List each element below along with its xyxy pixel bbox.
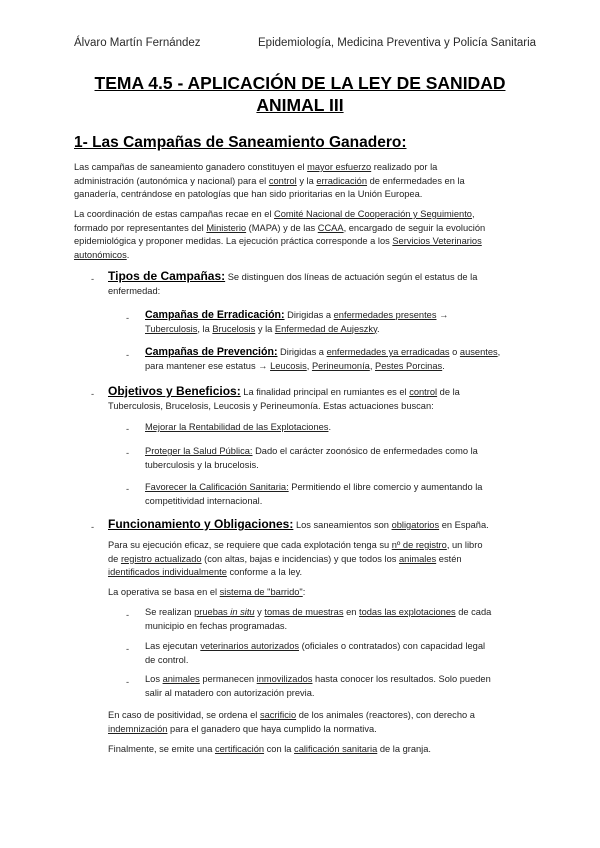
text: En caso de positividad, se ordena el xyxy=(108,710,260,720)
text: tuberculosis y la brucelosis. xyxy=(145,459,259,470)
underlined-term: Servicios Veterinarios xyxy=(392,236,482,247)
barrido-bullet-animales xyxy=(145,673,545,700)
underlined-term: todas las explotaciones xyxy=(359,607,456,617)
text: con la xyxy=(264,744,295,754)
header-subject: Epidemiología, Medicina Preventiva y Policía Sanitaria xyxy=(258,37,537,49)
underlined-term: Ministerio xyxy=(206,222,247,233)
underlined-term: Enfermedad de Aujeszky xyxy=(274,323,378,334)
text: y xyxy=(254,607,265,617)
text: municipio en fechas programadas. xyxy=(145,620,288,631)
text: de cada xyxy=(455,607,492,617)
text: de control. xyxy=(145,654,189,665)
underlined-term: control xyxy=(268,175,297,186)
underlined-term: Pestes Porcinas xyxy=(375,360,443,371)
text: competitividad internacional. xyxy=(145,495,263,506)
underlined-term: Leucosis xyxy=(270,360,307,371)
objetivo-rentabilidad xyxy=(145,421,545,435)
underlined-term: registro actualizado xyxy=(120,553,202,564)
text: Se distinguen dos líneas de actuación según el estatus de la xyxy=(225,272,478,282)
underlined-term: certificación xyxy=(214,744,265,754)
bullet-dash: - xyxy=(126,424,130,434)
text: enfermedad: xyxy=(108,285,161,296)
document-title xyxy=(60,72,540,116)
text: , un libro xyxy=(446,540,483,550)
text: , la xyxy=(197,323,213,334)
underlined-term: inmovilizados xyxy=(256,674,313,684)
barrido-bullet-pruebas xyxy=(145,606,545,633)
bullet-dash: - xyxy=(126,677,130,687)
underlined-term: Perineumonía xyxy=(311,360,370,371)
underlined-term: indemnización xyxy=(108,723,168,734)
text: . xyxy=(377,323,380,334)
text: . xyxy=(442,360,445,371)
text: de la granja. xyxy=(377,744,432,754)
subsection-label: Tipos de Campañas: xyxy=(108,269,226,283)
text: en España. xyxy=(439,520,489,530)
underlined-term: Favorecer la Calificación Sanitaria: xyxy=(145,482,289,492)
text: → xyxy=(436,310,449,320)
text: para el ganadero que haya cumplido la normativa. xyxy=(167,723,377,734)
text: de la xyxy=(437,387,460,397)
item-label: Campañas de Erradicación: xyxy=(145,309,285,321)
requisitos-paragraph xyxy=(108,539,538,580)
coordination-paragraph xyxy=(74,208,544,262)
subsection-label: Funcionamiento y Obligaciones: xyxy=(108,517,294,531)
underlined-term: animales xyxy=(162,674,200,684)
underlined-term: nº de registro xyxy=(391,540,447,550)
text: en xyxy=(343,607,359,617)
underlined-term: enfermedades ya erradicadas xyxy=(326,347,450,357)
text: conforme a la ley. xyxy=(226,567,303,578)
text: ganadería, centrándose en patologías que han sido prioritarias en la Unión Europea. xyxy=(74,189,423,200)
funcionamiento-item xyxy=(108,518,548,533)
underlined-term: enfermedades presentes xyxy=(333,310,437,320)
text: de enfermedades en la xyxy=(367,175,465,186)
text: Para su ejecución eficaz, se requiere que cada explotación tenga su xyxy=(108,540,392,550)
bullet-dash: - xyxy=(126,610,130,620)
barrido-bullet-veterinarios xyxy=(145,640,545,667)
text: Finalmente, se emite una xyxy=(108,744,215,754)
text: salir al matadero con autorización previa. xyxy=(145,687,315,698)
subsection-label: Objetivos y Beneficios: xyxy=(108,384,241,398)
underlined-term: calificación sanitaria xyxy=(294,744,378,754)
text: Los saneamientos son xyxy=(293,520,392,530)
text: . xyxy=(328,422,332,432)
text: y la xyxy=(255,323,275,334)
text: Tuberculosis, Brucelosis, Leucosis y Perineumonía. Estas actuaciones buscan: xyxy=(108,400,434,411)
erradicacion-item xyxy=(145,309,545,336)
title-line-1: TEMA 4.5 - APLICACIÓN DE LA LEY DE SANIDAD xyxy=(94,73,506,93)
text: La coordinación de estas campañas recae en el xyxy=(74,209,275,219)
bullet-dash: - xyxy=(126,484,130,494)
underlined-term: obligatorios xyxy=(391,520,440,530)
text: Dirigidas a xyxy=(284,310,334,320)
underlined-term: Mejorar la Rentabilidad de las Explotaciones xyxy=(145,422,329,432)
text: , encargado de seguir la evolución xyxy=(343,222,486,233)
text: de xyxy=(108,553,121,564)
objetivo-calificacion xyxy=(145,481,545,508)
text: Dirigidas a xyxy=(277,347,327,357)
text: , xyxy=(497,347,501,357)
text: hasta conocer los resultados. Solo pueden xyxy=(312,674,491,684)
underlined-term: identificados individualmente xyxy=(108,567,227,578)
underlined-term: autonómicos xyxy=(74,249,127,260)
text: : xyxy=(302,587,306,597)
underlined-term: pruebas xyxy=(194,607,231,617)
bullet-dash: - xyxy=(126,448,130,458)
underlined-term: mayor esfuerzo xyxy=(307,162,372,172)
positividad-paragraph xyxy=(108,709,538,736)
text: , xyxy=(471,209,475,219)
text: permanecen xyxy=(199,674,257,684)
bullet-dash: - xyxy=(126,313,130,323)
text: , xyxy=(369,360,375,371)
item-label: Campañas de Prevención: xyxy=(145,346,278,358)
section-heading: 1- Las Campañas de Saneamiento Ganadero: xyxy=(74,134,407,151)
bullet-dash: - xyxy=(91,274,95,284)
text: Dado el carácter zoonósico de enfermedades como la xyxy=(252,446,478,456)
tipos-campanas-item xyxy=(108,270,548,298)
text: Las campañas de saneamiento ganadero constituyen el xyxy=(74,162,308,172)
underlined-term: Brucelosis xyxy=(212,323,256,334)
bullet-dash: - xyxy=(91,522,95,532)
text: o xyxy=(449,347,460,357)
text: realizado por la xyxy=(371,162,438,172)
underlined-term: veterinarios autorizados xyxy=(200,641,300,651)
text: de los animales (reactores), con derecho a xyxy=(296,710,475,720)
underlined-term: animales xyxy=(398,553,437,564)
text: (oficiales o contratados) con capacidad legal xyxy=(299,641,486,651)
underlined-term: ausentes xyxy=(459,347,498,357)
text: estén xyxy=(436,553,462,564)
text: Los xyxy=(145,674,163,684)
text: Permitiendo el libre comercio y aumentando la xyxy=(288,482,483,492)
barrido-paragraph xyxy=(108,586,538,600)
text: , xyxy=(306,360,312,371)
intro-paragraph xyxy=(74,161,534,202)
bullet-dash: - xyxy=(126,350,130,360)
text: Las ejecutan xyxy=(145,641,201,651)
title-line-2: ANIMAL III xyxy=(256,95,344,115)
certificacion-paragraph xyxy=(108,743,538,757)
underlined-term: Tuberculosis xyxy=(145,323,198,334)
underlined-term: in situ xyxy=(230,607,255,617)
underlined-term: Comité Nacional de Cooperación y Seguimiento xyxy=(274,209,472,219)
text: administración (autonómica y nacional) para el xyxy=(74,175,269,186)
underlined-term: control xyxy=(409,387,438,397)
objetivos-item xyxy=(108,385,548,413)
underlined-term: CCAA xyxy=(317,222,344,233)
text: para mantener ese estatus → xyxy=(145,360,271,371)
text: (MAPA) y de las xyxy=(246,222,318,233)
underlined-term: erradicación xyxy=(316,175,368,186)
text: epidemiológica y proponer medidas. La ejecución práctica corresponde a los xyxy=(74,236,393,247)
text: Se realizan xyxy=(145,607,195,617)
underlined-term: sistema de "barrido" xyxy=(219,587,303,597)
text: . xyxy=(126,249,130,260)
text: (con altas, bajas e incidencias) y que todos los xyxy=(201,553,399,564)
prevencion-item xyxy=(145,346,555,373)
underlined-term: sacrificio xyxy=(259,710,297,720)
text: y la xyxy=(296,175,317,186)
underlined-term: Proteger la Salud Pública: xyxy=(145,446,253,456)
text: formado por representantes del xyxy=(74,222,207,233)
objetivo-salud-publica xyxy=(145,445,545,472)
bullet-dash: - xyxy=(91,389,95,399)
bullet-dash: - xyxy=(126,644,130,654)
text: La finalidad principal en rumiantes es el xyxy=(240,387,410,397)
header-author: Álvaro Martín Fernández xyxy=(74,37,201,49)
underlined-term: tomas de muestras xyxy=(264,607,344,617)
text: La operativa se basa en el xyxy=(108,587,220,597)
